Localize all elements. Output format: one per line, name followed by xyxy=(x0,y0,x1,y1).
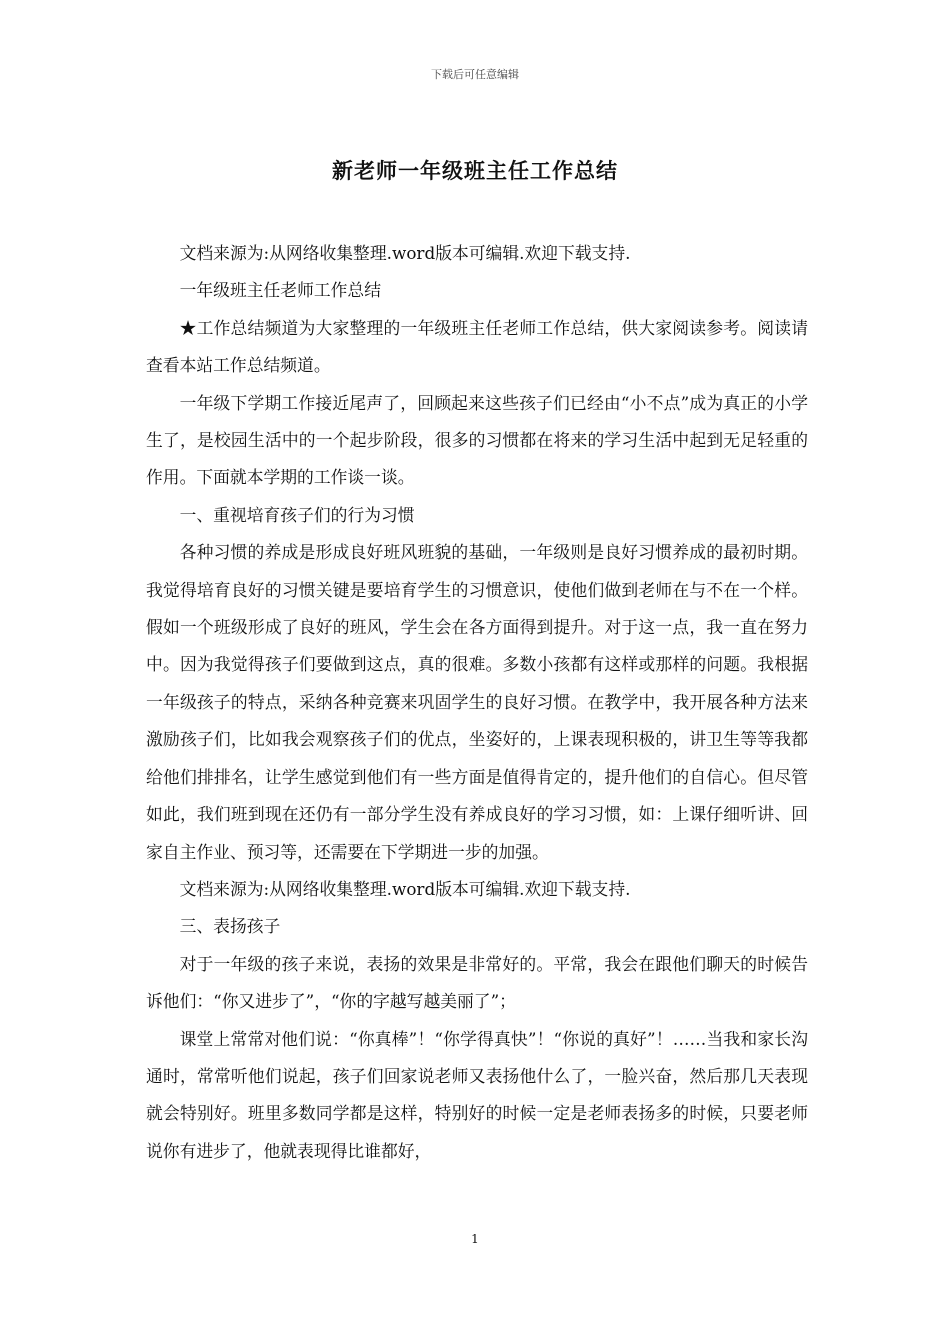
classroom-praise-paragraph: 课堂上常常对他们说：“你真棒”！“你学得真快”！“你说的真好”！……当我和家长沟通时，常常听他们说起，孩子们回家说老师又表扬他什么了，一脸兴奋，然后那几天表现就会特别好。班里多数同学都是这样，特别好的时候一定是老师表扬多的时候，只要老师说你有进步了，他就表现得比谁都好， xyxy=(146,1028,808,1161)
page-header: 下载后可任意编辑 xyxy=(431,68,519,81)
overview-paragraph: 一年级下学期工作接近尾声了，回顾起来这些孩子们已经由“小不点”成为真正的小学生了，是校园生活中的一个起步阶段，很多的习惯都在将来的学习生活中起到无足轻重的作用。下面就本学期的工作谈一谈。 xyxy=(146,392,808,488)
habits-paragraph: 各种习惯的养成是形成良好班风班貌的基础，一年级则是良好习惯养成的最初时期。我觉得培育良好的习惯关键是要培育学生的习惯意识，使他们做到老师在与不在一个样。假如一个班级形成了良好的班风，学生会在各方面得到提升。对于这一点，我一直在努力中。因为我觉得孩子们要做到这点，真的很难。多数小孩都有这样或那样的问题。我根据一年级孩子的特点，采纳各种竞赛来巩固学生的良好习惯。在教学中，我开展各种方法来激励孩子们，比如我会观察孩子们的优点，坐姿好的，上课表现积极的，讲卫生等等我都给他们排排名，让学生感觉到他们有一些方面是值得肯定的，提升他们的自信心。但尽管如此，我们班到现在还仍有一部分学生没有养成良好的学习习惯，如：上课仔细听讲、回家自主作业、预习等，还需要在下学期进一步的加强。 xyxy=(146,542,808,862)
intro-paragraph: ★工作总结频道为大家整理的一年级班主任老师工作总结，供大家阅读参考。阅读请查看本站工作总结频道。 xyxy=(146,317,808,376)
praise-paragraph: 对于一年级的孩子来说，表扬的效果是非常好的。平常，我会在跟他们聊天的时候告诉他们：“你又进步了”，“你的字越写越美丽了”； xyxy=(146,953,808,1012)
document-title: 新老师一年级班主任工作总结 xyxy=(332,158,618,183)
page-number: 1 xyxy=(471,1232,479,1246)
source-note-paragraph-2: 文档来源为:从网络收集整理.word版本可编辑.欢迎下载支持. xyxy=(179,878,631,899)
source-note-paragraph: 文档来源为:从网络收集整理.word版本可编辑.欢迎下载支持. xyxy=(179,243,631,263)
section-heading-1: 一、重视培育孩子们的行为习惯 xyxy=(179,504,415,525)
subtitle-paragraph: 一年级班主任老师工作总结 xyxy=(179,280,381,301)
section-heading-3: 三、表扬孩子 xyxy=(179,916,281,937)
document-body xyxy=(146,235,808,1170)
